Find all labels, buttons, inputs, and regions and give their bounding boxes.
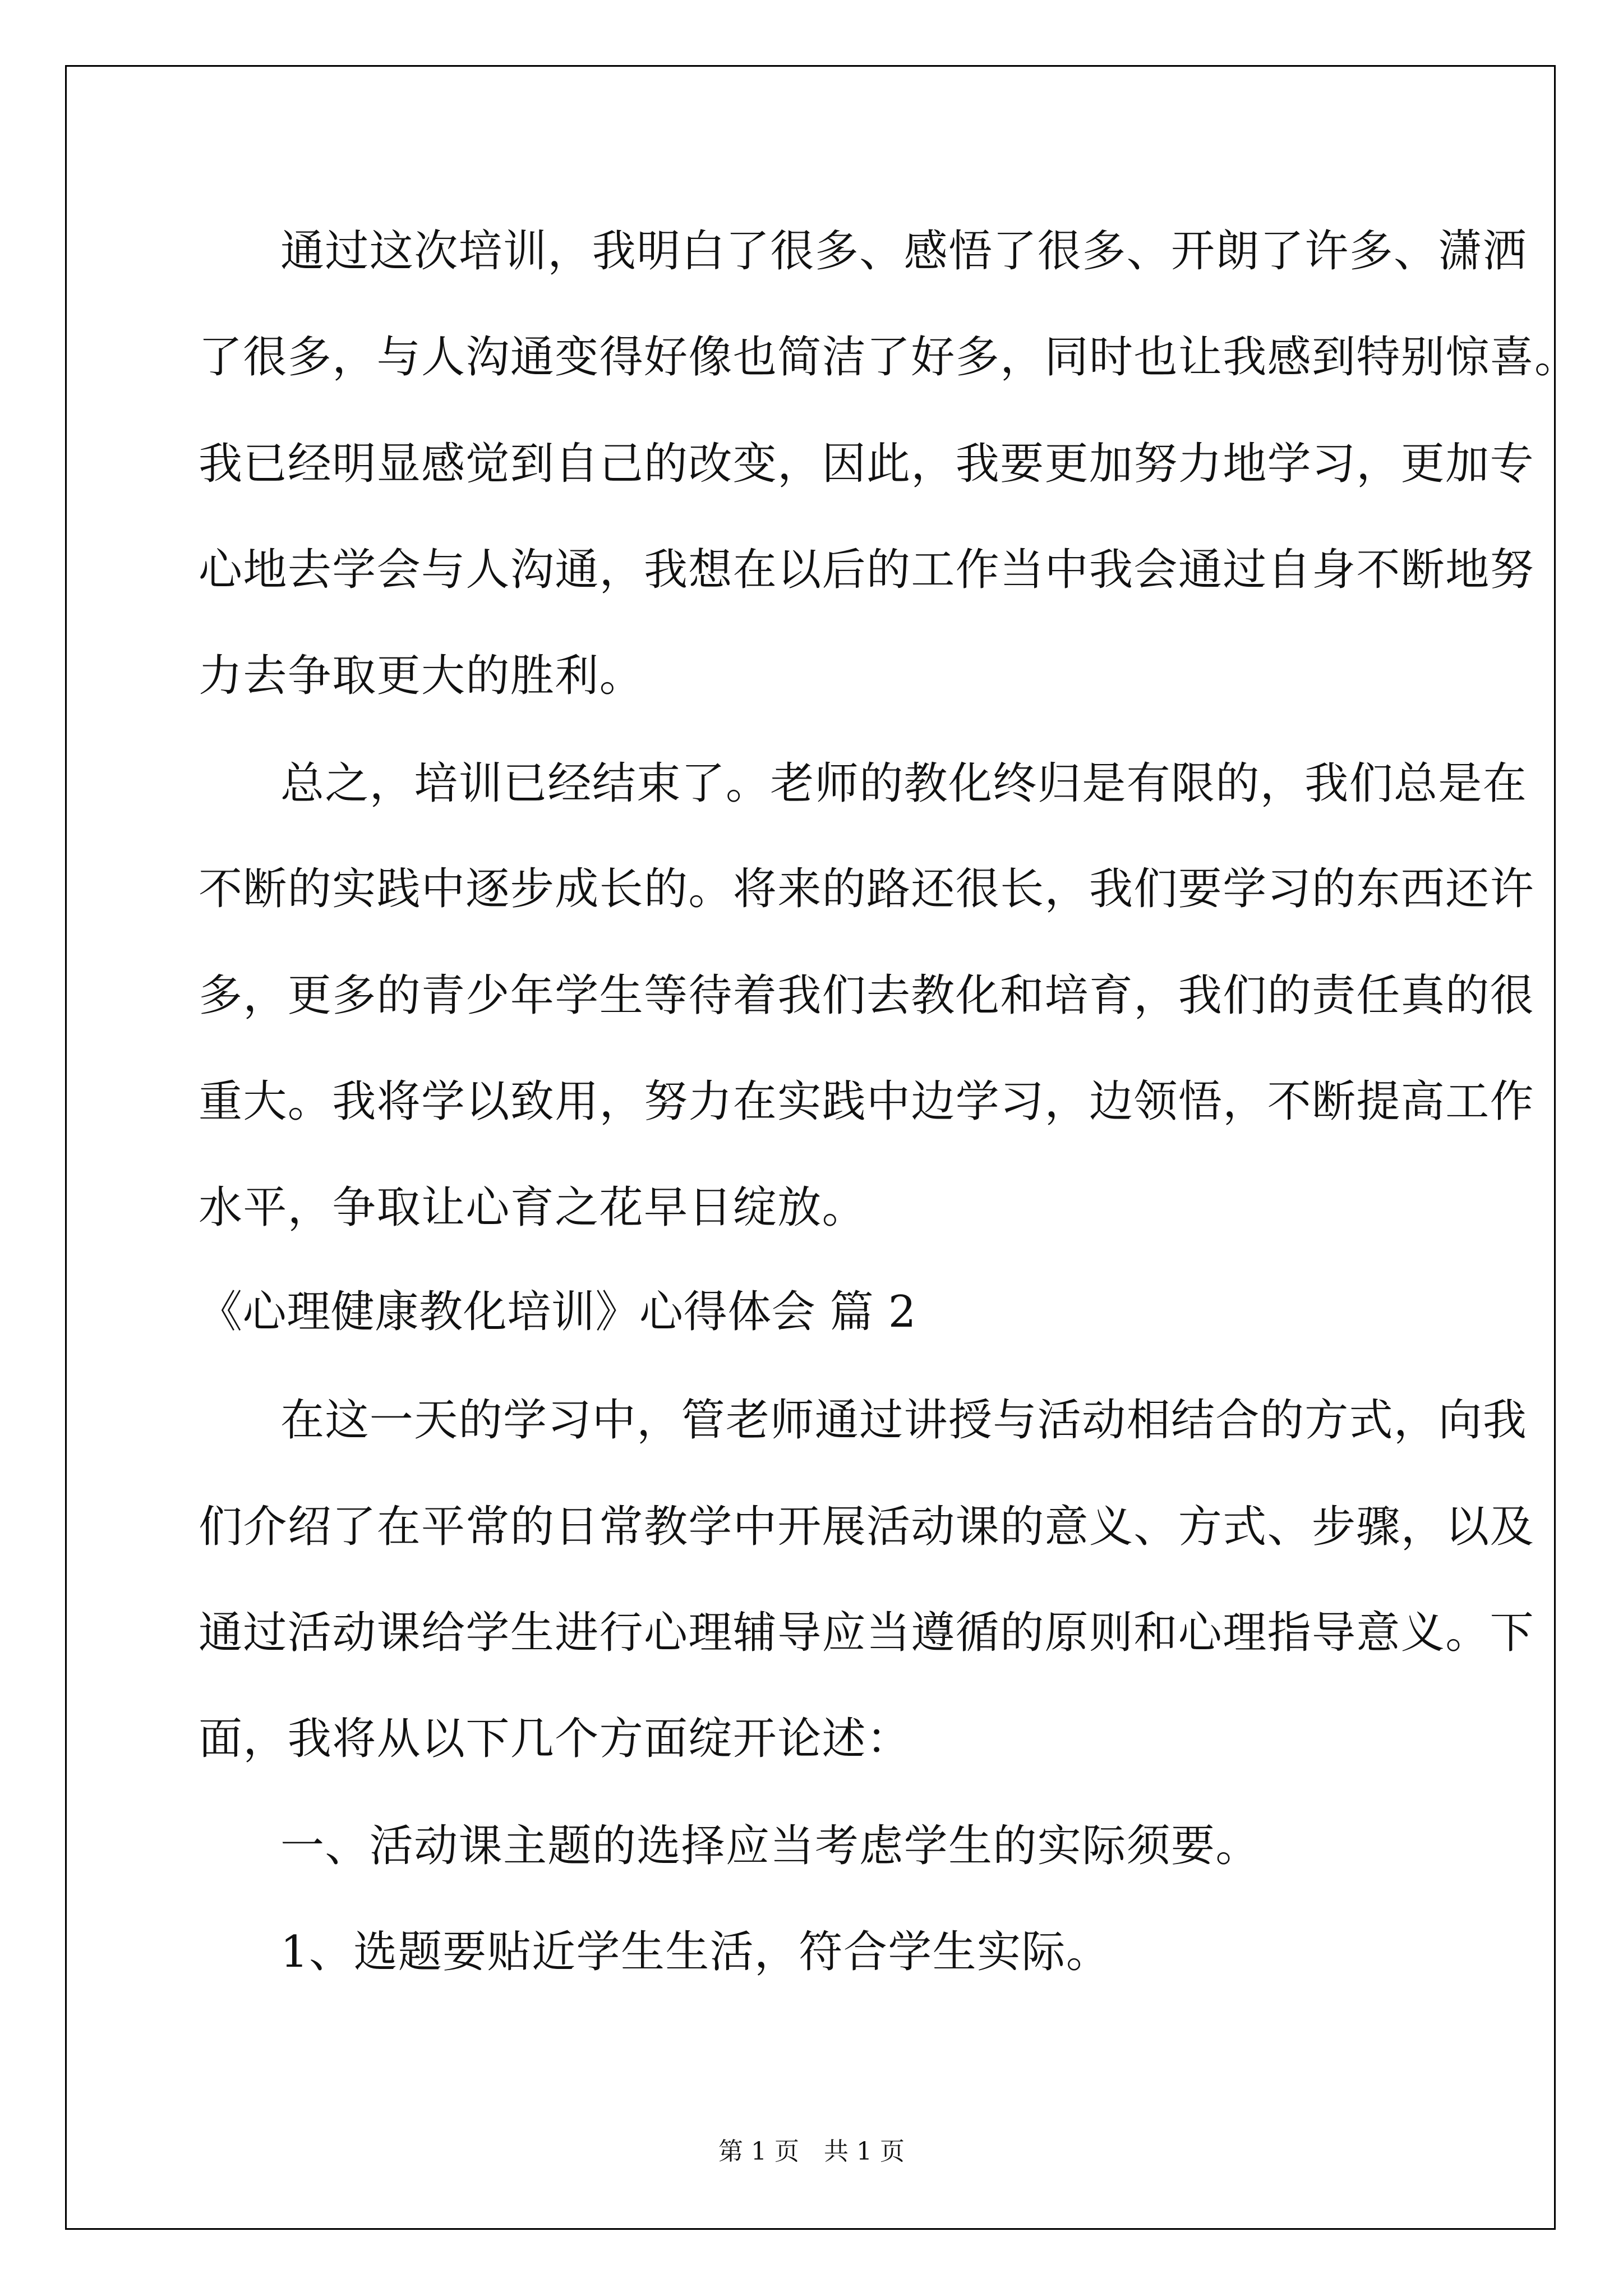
paragraph-line: 力去争取更大的胜利。	[199, 651, 644, 701]
section-heading: 《心理健康教化培训》心得体会 篇 2	[199, 1287, 917, 1337]
paragraph-line: 面，我将从以下几个方面绽开论述：	[199, 1714, 911, 1764]
paragraph-line: 通过活动课给学生进行心理辅导应当遵循的原则和心理指导意义。下	[199, 1608, 1535, 1658]
paragraph-line: 一、活动课主题的选择应当考虑学生的实际须要。	[280, 1821, 1260, 1871]
paragraph-line: 了很多，与人沟通变得好像也简洁了好多，同时也让我感到特别惊喜。	[199, 332, 1579, 383]
page-border	[65, 65, 1556, 2230]
paragraph-line: 不断的实践中逐步成长的。将来的路还很长，我们要学习的东西还许	[199, 864, 1535, 914]
page-number-footer: 第 1 页 共 1 页	[718, 2137, 905, 2166]
paragraph-line: 通过这次培训，我明白了很多、感悟了很多、开朗了许多、潇洒	[280, 226, 1528, 277]
paragraph-line: 总之，培训已经结束了。老师的教化终归是有限的，我们总是在	[280, 758, 1528, 809]
paragraph-line: 在这一天的学习中，管老师通过讲授与活动相结合的方式，向我	[280, 1395, 1528, 1446]
paragraph-line: 们介绍了在平常的日常教学中开展活动课的意义、方式、步骤，以及	[199, 1502, 1535, 1552]
paragraph-line: 重大。我将学以致用，努力在实践中边学习，边领悟，不断提高工作	[199, 1076, 1535, 1127]
paragraph-line: 1、选题要贴近学生生活，符合学生实际。	[280, 1927, 1111, 1977]
paragraph-line: 心地去学会与人沟通，我想在以后的工作当中我会通过自身不断地努	[199, 545, 1535, 595]
paragraph-line: 多，更多的青少年学生等待着我们去教化和培育，我们的责任真的很	[199, 970, 1535, 1021]
paragraph-line: 水平，争取让心育之花早日绽放。	[199, 1182, 867, 1233]
paragraph-line: 我已经明显感觉到自己的改变，因此，我要更加努力地学习，更加专	[199, 439, 1535, 489]
